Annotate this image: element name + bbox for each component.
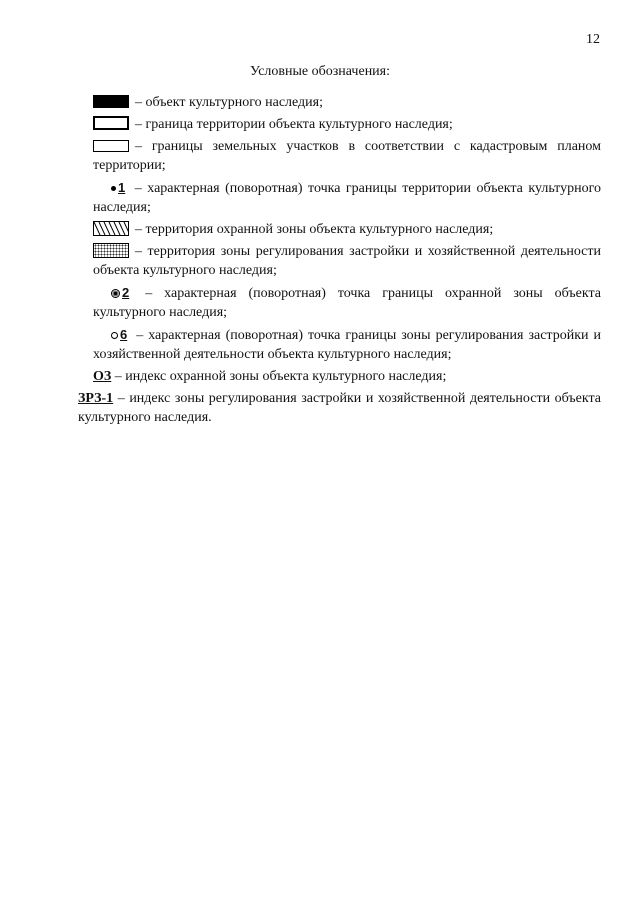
point-label: 6 (120, 327, 128, 342)
legend-item-land-plot-boundaries (93, 137, 601, 175)
legend-item-territory-boundary (93, 115, 601, 134)
legend-item-protection-zone-index (93, 367, 601, 386)
point-label: 1 (118, 180, 126, 195)
legend-item-text: – характерная (поворотная) точка границы территории объекта культурного наследия; (93, 181, 602, 215)
legend-item-text: – индекс зоны регулирования застройки и хозяйственной деятельности объекта культурного наследия. (78, 391, 602, 425)
filled-dot-icon (111, 186, 116, 191)
zone-index: ЗРЗ-1 (78, 391, 114, 406)
legend-item-protection-zone-point (93, 283, 601, 322)
thick-outline-rectangle-icon (93, 116, 129, 130)
dotted-rectangle-icon (93, 243, 129, 258)
legend-item-text: – границы земельных участков в соответствии с кадастровым планом территории; (93, 139, 601, 173)
legend-item-text: – характерная (поворотная) точка границы охранной зоны объекта культурного наследия; (93, 286, 601, 320)
legend-item-text: – территория охранной зоны объекта культурного наследия; (135, 222, 494, 237)
legend-item-regulation-zone-point (93, 325, 601, 364)
legend-item-text: – территория зоны регулирования застройки и хозяйственной деятельности объекта культурного наследия; (93, 244, 601, 278)
legend-item-text: – граница территории объекта культурного наследия; (135, 117, 453, 132)
legend-item-regulation-zone-index (78, 389, 601, 427)
hollow-dot-icon (111, 332, 118, 339)
page-number: 12 (586, 32, 600, 47)
legend-item-protection-zone (93, 220, 601, 239)
legend-item-text: – характерная (поворотная) точка границы зоны регулирования застройки и хозяйственной деятельности объекта культурного наследия; (93, 328, 601, 362)
ring-dot-icon (111, 289, 120, 298)
legend (78, 93, 602, 430)
legend-title: Условные обозначения: (249, 64, 391, 79)
thin-outline-rectangle-icon (93, 140, 129, 152)
hatched-rectangle-icon (93, 221, 129, 236)
legend-item-territory-point (93, 178, 601, 217)
legend-item-text: – индекс охранной зоны объекта культурного наследия; (114, 369, 447, 384)
legend-item-regulation-zone (93, 242, 601, 280)
legend-item-text: – объект культурного наследия; (135, 95, 323, 110)
zone-index: ОЗ (93, 369, 112, 384)
point-label: 2 (122, 285, 130, 300)
legend-item-heritage-object (93, 93, 601, 112)
black-filled-rectangle-icon (93, 95, 129, 108)
